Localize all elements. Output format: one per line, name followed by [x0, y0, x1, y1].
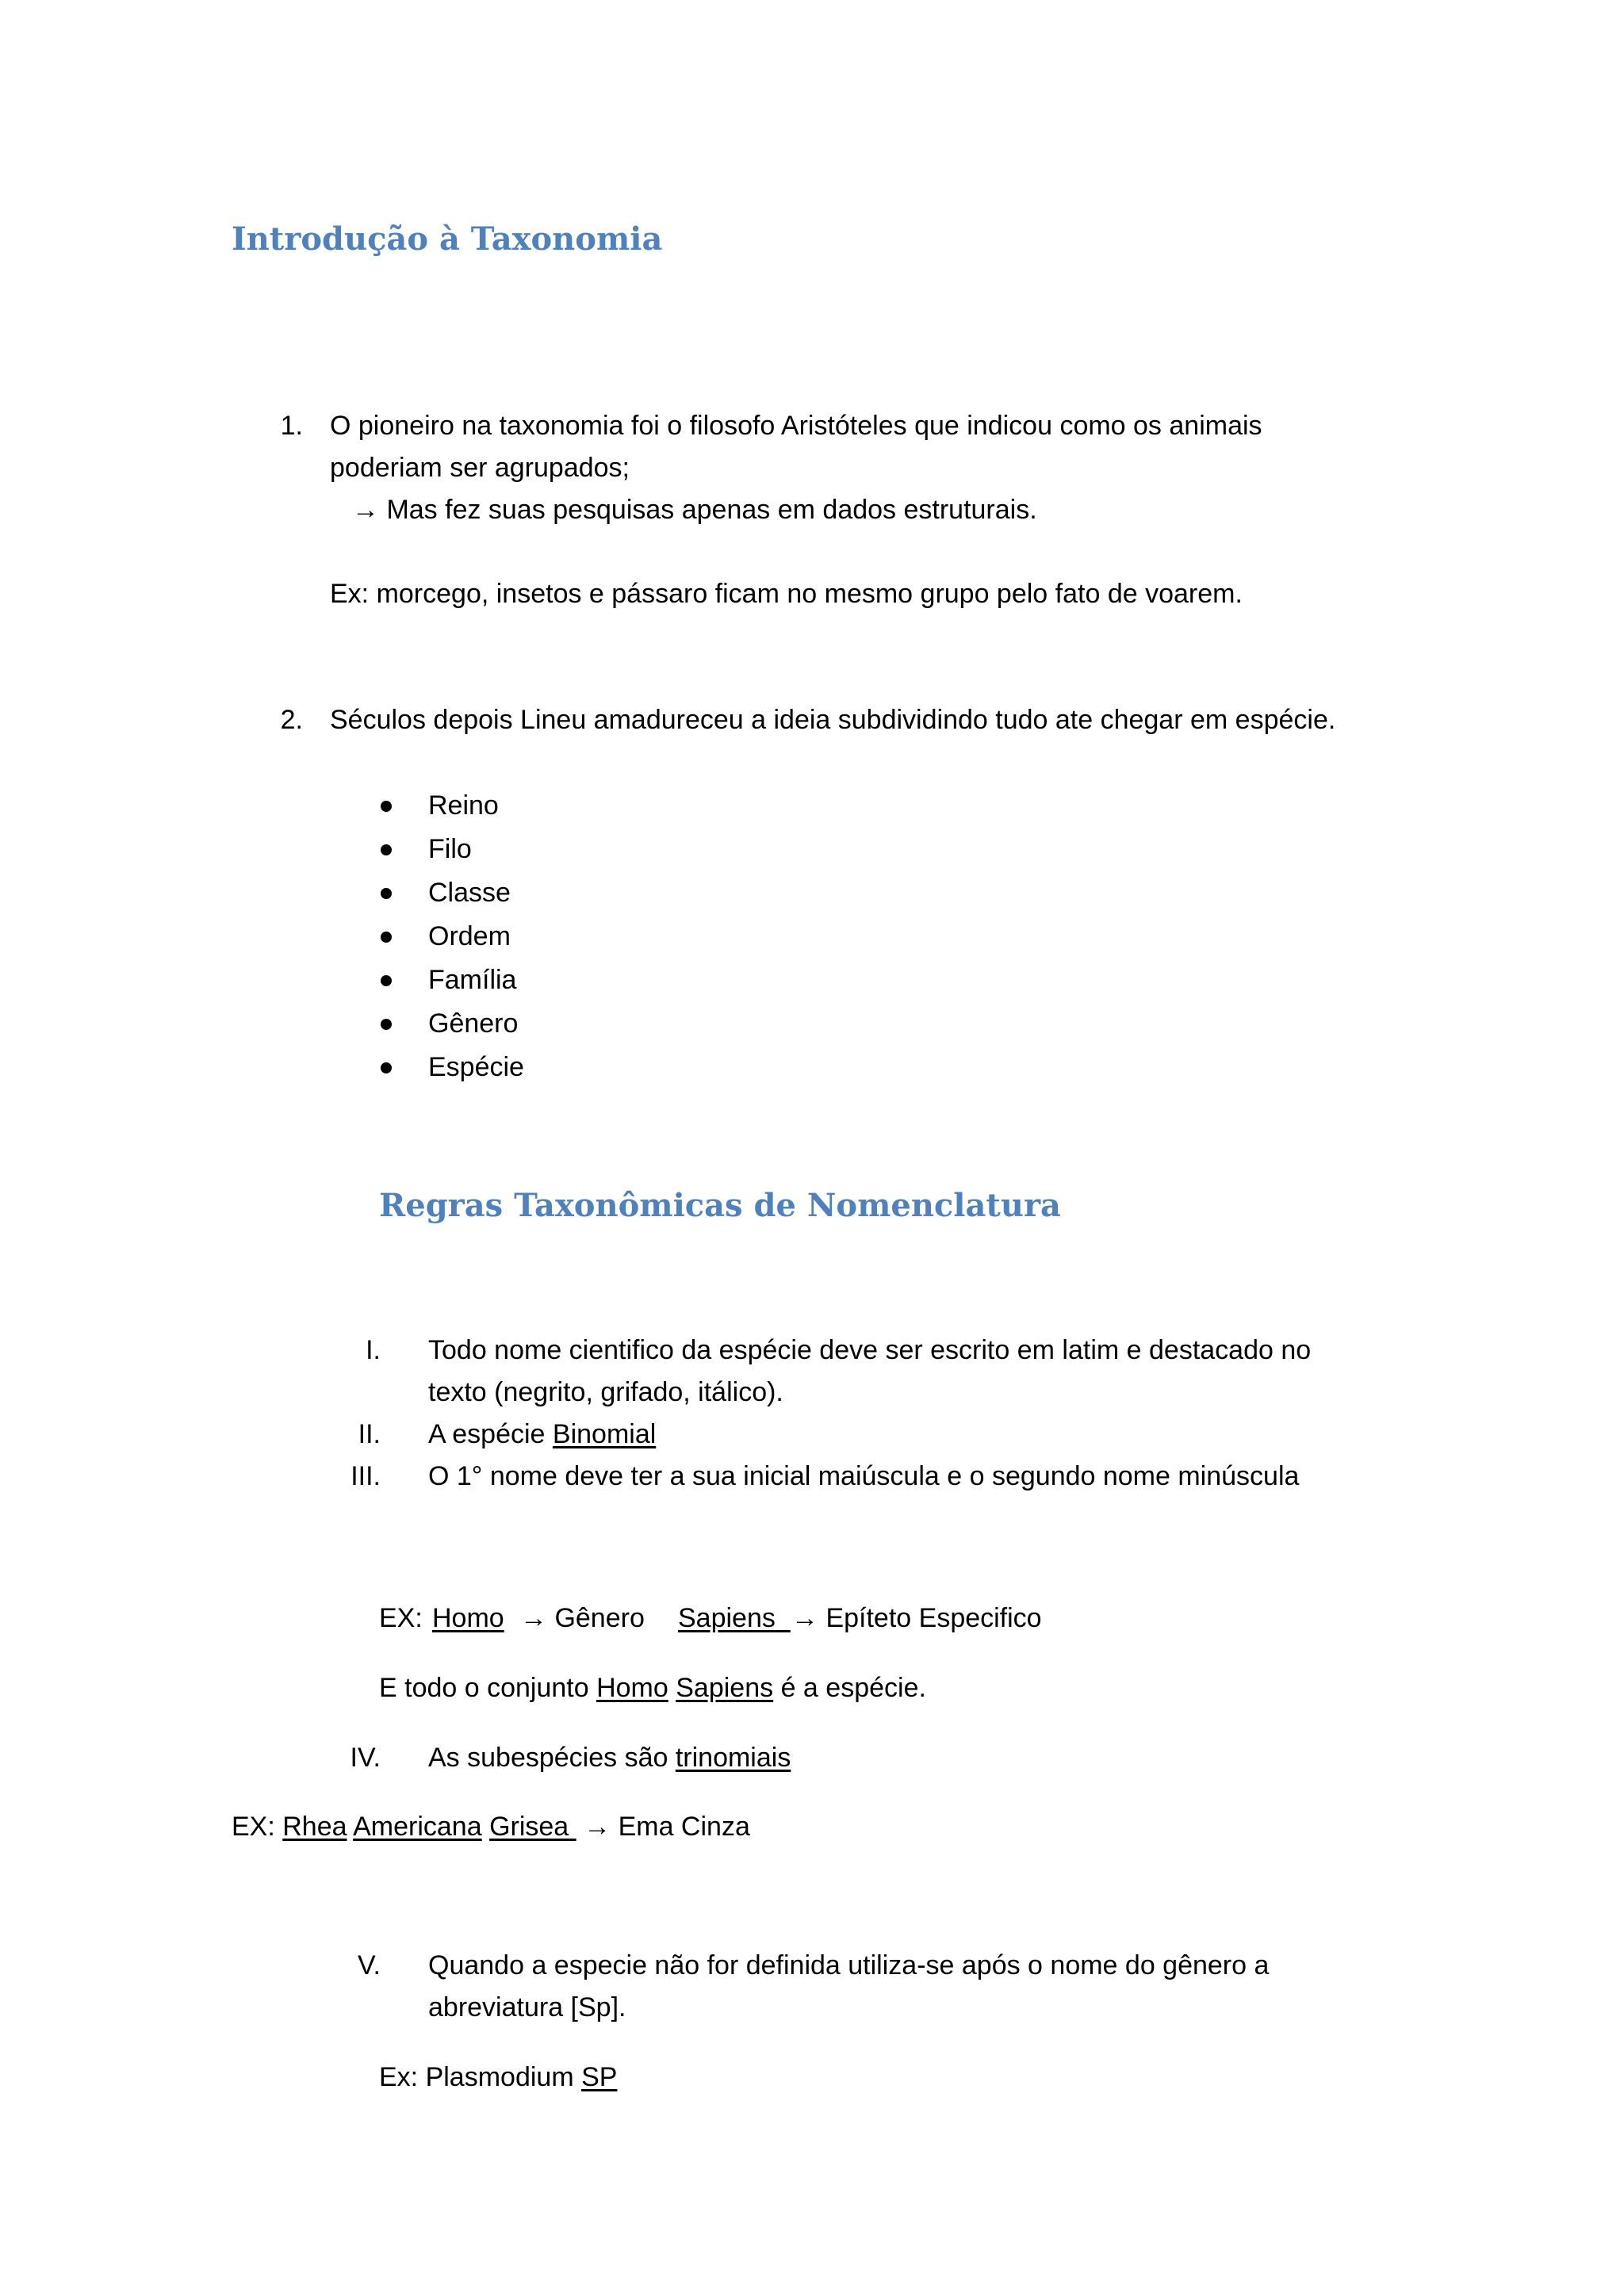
rule-4-text: As subespécies são trinomiais — [428, 1743, 791, 1773]
rule-5-line-2: abreviatura [Sp]. — [428, 1992, 626, 2022]
example-4-text: Ex: Plasmodium SP — [379, 2062, 618, 2092]
example-1-species-label: → Epíteto Especifico — [791, 1603, 1042, 1633]
item-1-number: 1. — [280, 411, 303, 441]
rule-2-text — [428, 1418, 656, 1451]
example-1-genus-label: → Gênero — [520, 1603, 645, 1633]
bullet-icon — [381, 844, 392, 855]
example-2-text: E todo o conjunto Homo Sapiens é a espécie. — [379, 1673, 926, 1703]
rank-item: Espécie — [428, 1052, 524, 1082]
example-1-species: Sapiens — [678, 1603, 776, 1633]
rank-item: Classe — [428, 878, 511, 908]
example-1-genus: Homo — [432, 1603, 504, 1633]
rule-1-line-2: texto (negrito, grifado, itálico). — [428, 1377, 783, 1407]
item-1-line-1: O pioneiro na taxonomia foi o filosofo Aristóteles que indicou como os animais — [330, 411, 1262, 441]
rule-1-line-1: Todo nome cientifico da espécie deve ser escrito em latim e destacado no — [428, 1335, 1312, 1365]
item-1-arrow-line: → Mas fez suas pesquisas apenas em dados estruturais. — [352, 495, 1037, 525]
example-3-text: EX: Rhea Americana Grisea → Ema Cinza — [232, 1812, 750, 1842]
rank-item: Família — [428, 965, 517, 995]
example-1-prefix: EX: — [379, 1603, 423, 1633]
item-1-example: Ex: morcego, insetos e pássaro ficam no mesmo grupo pelo fato de voarem. — [330, 579, 1243, 609]
rule-4-number: IV. — [350, 1743, 381, 1773]
rule-5-number: V. — [357, 1950, 381, 1980]
rule-3-number: III. — [350, 1461, 381, 1491]
rank-item: Reino — [428, 790, 499, 821]
rule-5-line-1: Quando a especie não for definida utiliza-se após o nome do gênero a — [428, 1950, 1270, 1980]
rule-2-number: II. — [358, 1419, 381, 1449]
rank-item: Filo — [428, 834, 472, 864]
item-1-line-2: poderiam ser agrupados; — [330, 453, 630, 483]
item-2-number: 2. — [280, 705, 303, 735]
item-2-text: Séculos depois Lineu amadureceu a ideia subdividindo tudo ate chegar em espécie. — [330, 705, 1336, 735]
bullet-icon — [381, 1062, 392, 1073]
page-title: Introdução à Taxonomia — [232, 220, 663, 258]
bullet-icon — [381, 801, 392, 812]
rule-2-underlined: Binomial — [552, 1419, 657, 1449]
section-subtitle: Regras Taxonômicas de Nomenclatura — [379, 1187, 1061, 1224]
rule-3-text: O 1° nome deve ter a sua inicial maiúscula e o segundo nome minúscula — [428, 1461, 1300, 1491]
bullet-icon — [381, 932, 392, 943]
rule-2-prefix: A espécie — [428, 1419, 553, 1449]
bullet-icon — [381, 888, 392, 899]
bullet-icon — [381, 1019, 392, 1030]
bullet-icon — [381, 975, 392, 986]
rank-item: Gênero — [428, 1008, 519, 1039]
rule-1-number: I. — [366, 1335, 381, 1365]
rank-item: Ordem — [428, 921, 511, 951]
